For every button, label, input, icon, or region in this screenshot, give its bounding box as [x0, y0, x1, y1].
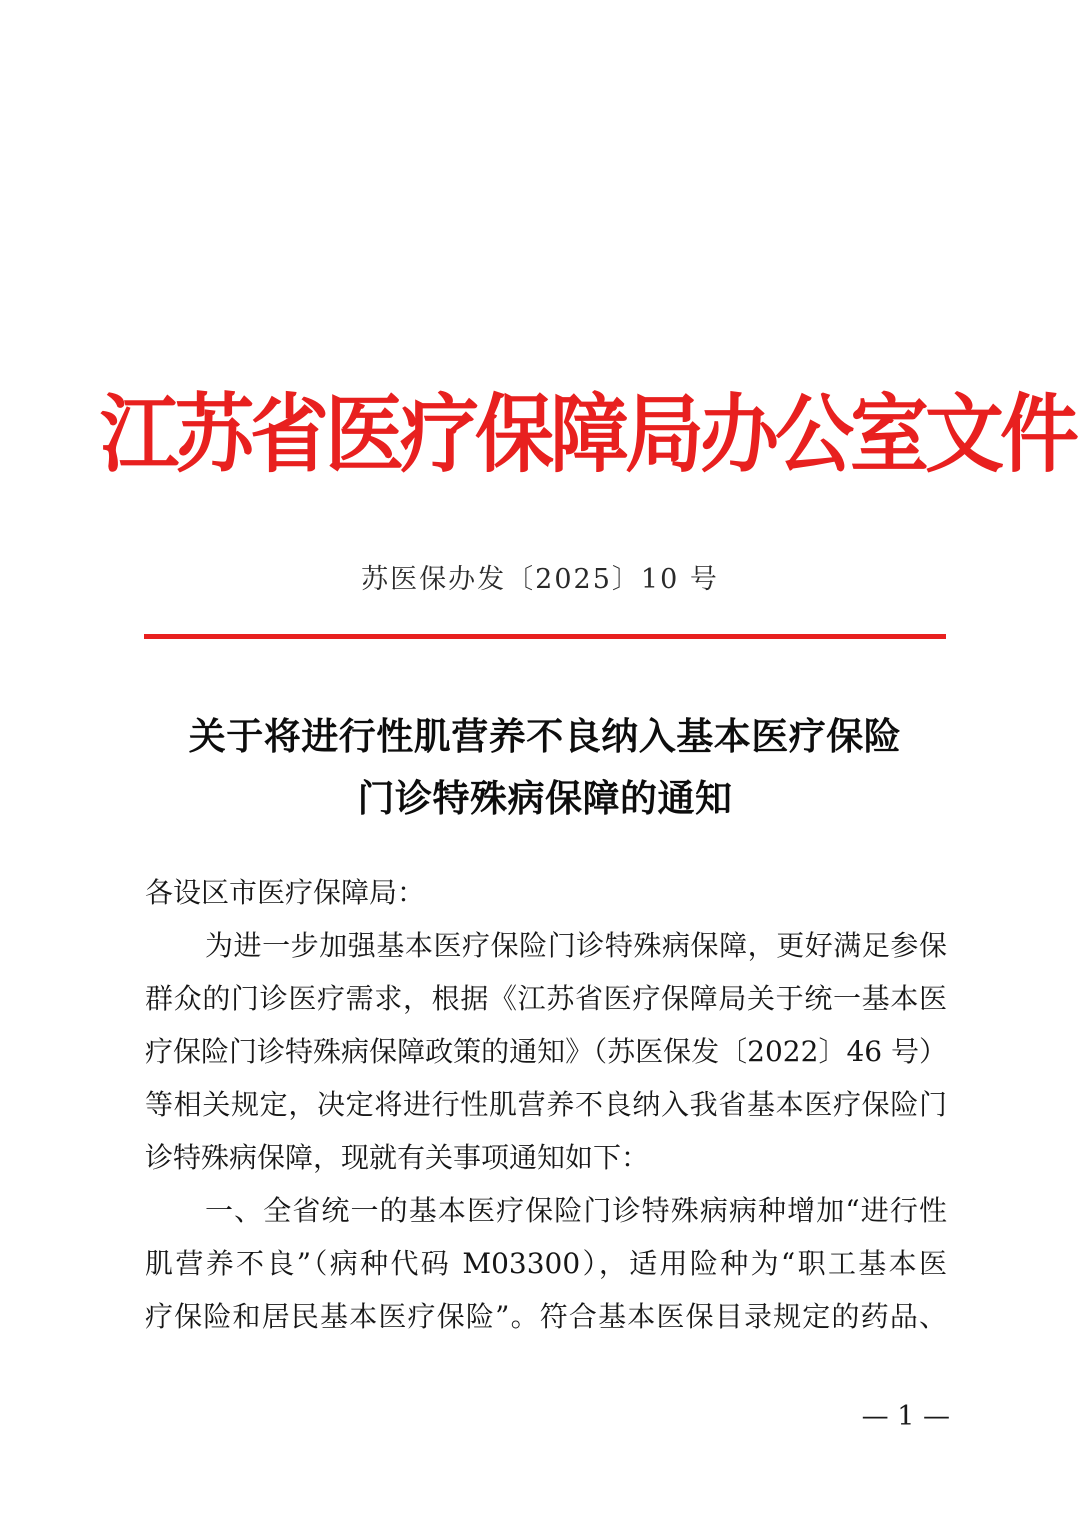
body-line: 一、全省统一的基本医疗保险门诊特殊病病种增加“进行性: [205, 1194, 947, 1227]
document-body: [145, 866, 947, 1343]
red-separator-line: [144, 634, 946, 639]
salutation: 各设区市医疗保障局：: [145, 876, 426, 909]
page-number: — 1 —: [861, 1401, 950, 1432]
org-header-title: 江苏省医疗保障局办公室文件: [100, 384, 1075, 485]
document-title: [140, 705, 950, 829]
document-number: 苏医保办发〔2025〕10 号: [361, 564, 719, 595]
body-line: 等相关规定，决定将进行性肌营养不良纳入我省基本医疗保险门: [145, 1088, 947, 1121]
body-line: 诊特殊病保障，现就有关事项通知如下：: [145, 1141, 650, 1174]
body-line: 疗保险和居民基本医疗保险”。符合基本医保目录规定的药品、: [145, 1300, 947, 1333]
body-line: 群众的门诊医疗需求，根据《江苏省医疗保障局关于统一基本医: [145, 982, 947, 1015]
body-line: 疗保险门诊特殊病保障政策的通知》（苏医保发〔2022〕46 号）: [145, 1035, 947, 1068]
document-title-line-2: 门诊特殊病保障的通知: [357, 776, 733, 820]
document-title-line-1: 关于将进行性肌营养不良纳入基本医疗保险: [188, 714, 902, 758]
body-line: 肌营养不良”（病种代码 M03300），适用险种为“职工基本医: [145, 1247, 947, 1280]
body-line: 为进一步加强基本医疗保险门诊特殊病保障，更好满足参保: [205, 929, 947, 962]
